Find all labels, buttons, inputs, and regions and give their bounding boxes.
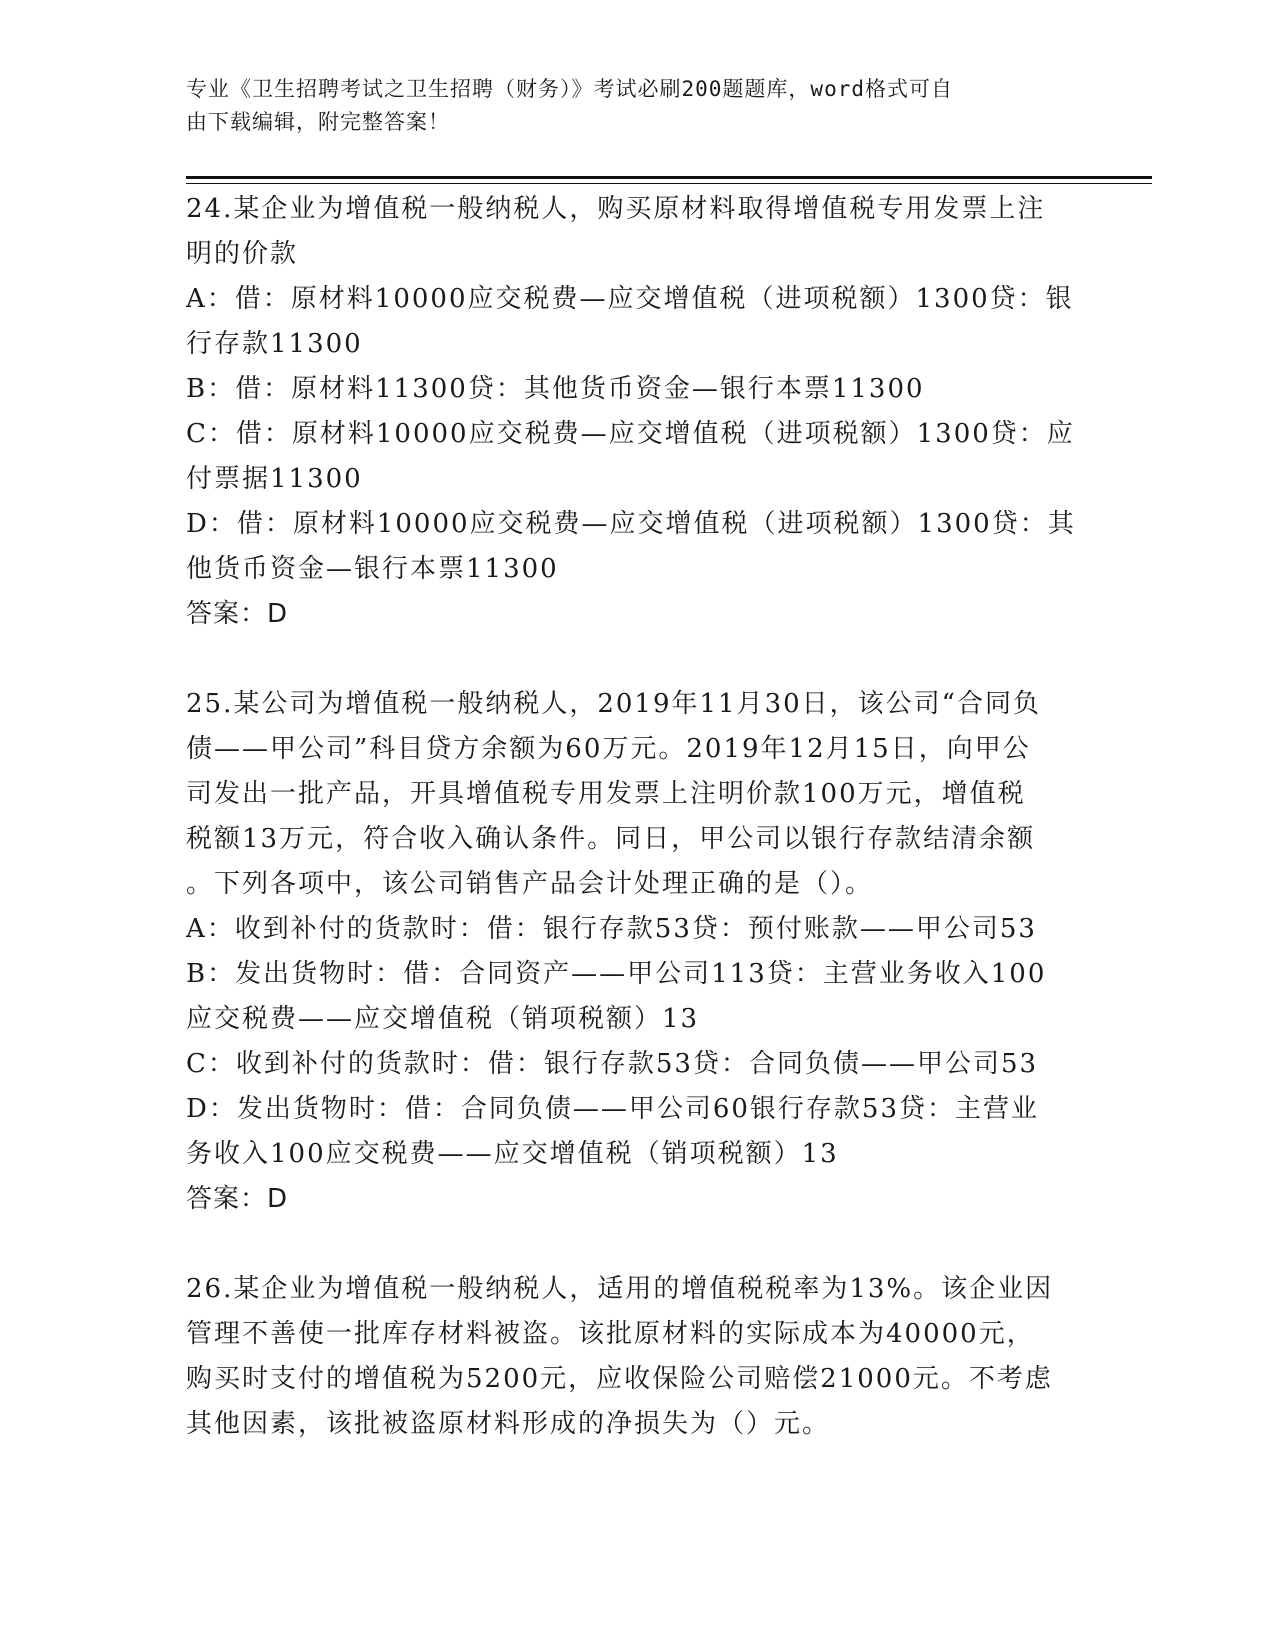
question-25 — [186, 682, 1086, 1222]
header-line: 专业《卫生招聘考试之卫生招聘（财务）》考试必刷200题题库，word格式可自 — [186, 77, 953, 101]
option-b-line: B：借：原材料11300贷：其他货币资金—银行本票11300 — [186, 374, 925, 404]
question-stem-line: 税额13万元，符合收入确认条件。同日，甲公司以银行存款结清余额 — [186, 824, 1036, 854]
question-stem-line: 其他因素，该批被盗原材料形成的净损失为（）元。 — [186, 1409, 831, 1439]
option-a-line: A：借：原材料10000应交税费—应交增值税（进项税额）1300贷：银 — [186, 284, 1074, 314]
question-list — [186, 187, 1086, 1447]
question-stem-line: 管理不善使一批库存材料被盗。该批原材料的实际成本为40000元， — [186, 1319, 1035, 1349]
option-d-line: 他货币资金—银行本票11300 — [186, 554, 559, 584]
option-d-line: D：借：原材料10000应交税费—应交增值税（进项税额）1300贷：其 — [186, 509, 1076, 539]
option-d-line: 务收入100应交税费——应交增值税（销项税额）13 — [186, 1139, 839, 1169]
question-24 — [186, 187, 1086, 637]
header-line: 由下载编辑，附完整答案！ — [186, 110, 450, 134]
question-stem-line: 26.某企业为增值税一般纳税人，适用的增值税税率为13%。该企业因 — [186, 1274, 1054, 1304]
question-stem-line: 购买时支付的增值税为5200元，应收保险公司赔偿21000元。不考虑 — [186, 1364, 1053, 1394]
option-d-line: D：发出货物时：借：合同负债——甲公司60银行存款53贷：主营业 — [186, 1094, 1040, 1124]
question-stem-line: 24.某企业为增值税一般纳税人，购买原材料取得增值税专用发票上注 — [186, 194, 1046, 224]
document-header — [186, 73, 1066, 139]
question-stem-line: 。下列各项中，该公司销售产品会计处理正确的是（）。 — [186, 869, 874, 899]
header-rule-thick — [186, 176, 1152, 179]
question-stem-line: 25.某公司为增值税一般纳税人，2019年11月30日，该公司“合同负 — [186, 689, 1041, 719]
answer-label: 答案：D — [186, 599, 289, 629]
question-stem-line: 司发出一批产品，开具增值税专用发票上注明价款100万元，增值税 — [186, 779, 1026, 809]
option-c-line: 付票据11300 — [186, 464, 363, 494]
option-a-line: 行存款11300 — [186, 329, 363, 359]
option-a-line: A：收到补付的货款时：借：银行存款53贷：预付账款——甲公司53 — [186, 914, 1037, 944]
question-stem-line: 明的价款 — [186, 239, 299, 269]
answer-label: 答案：D — [186, 1184, 289, 1214]
option-b-line: 应交税费——应交增值税（销项税额）13 — [186, 1004, 700, 1034]
question-stem-line: 债——甲公司”科目贷方余额为60万元。2019年12月15日，向甲公 — [186, 734, 1031, 764]
question-26 — [186, 1267, 1086, 1447]
option-b-line: B：发出货物时：借：合同资产——甲公司113贷：主营业务收入100 — [186, 959, 1047, 989]
header-rule-thin — [186, 183, 1152, 184]
option-c-line: C：借：原材料10000应交税费—应交增值税（进项税额）1300贷：应 — [186, 419, 1075, 449]
spacer — [186, 1222, 1086, 1267]
option-c-line: C：收到补付的货款时：借：银行存款53贷：合同负债——甲公司53 — [186, 1049, 1039, 1079]
spacer — [186, 637, 1086, 682]
